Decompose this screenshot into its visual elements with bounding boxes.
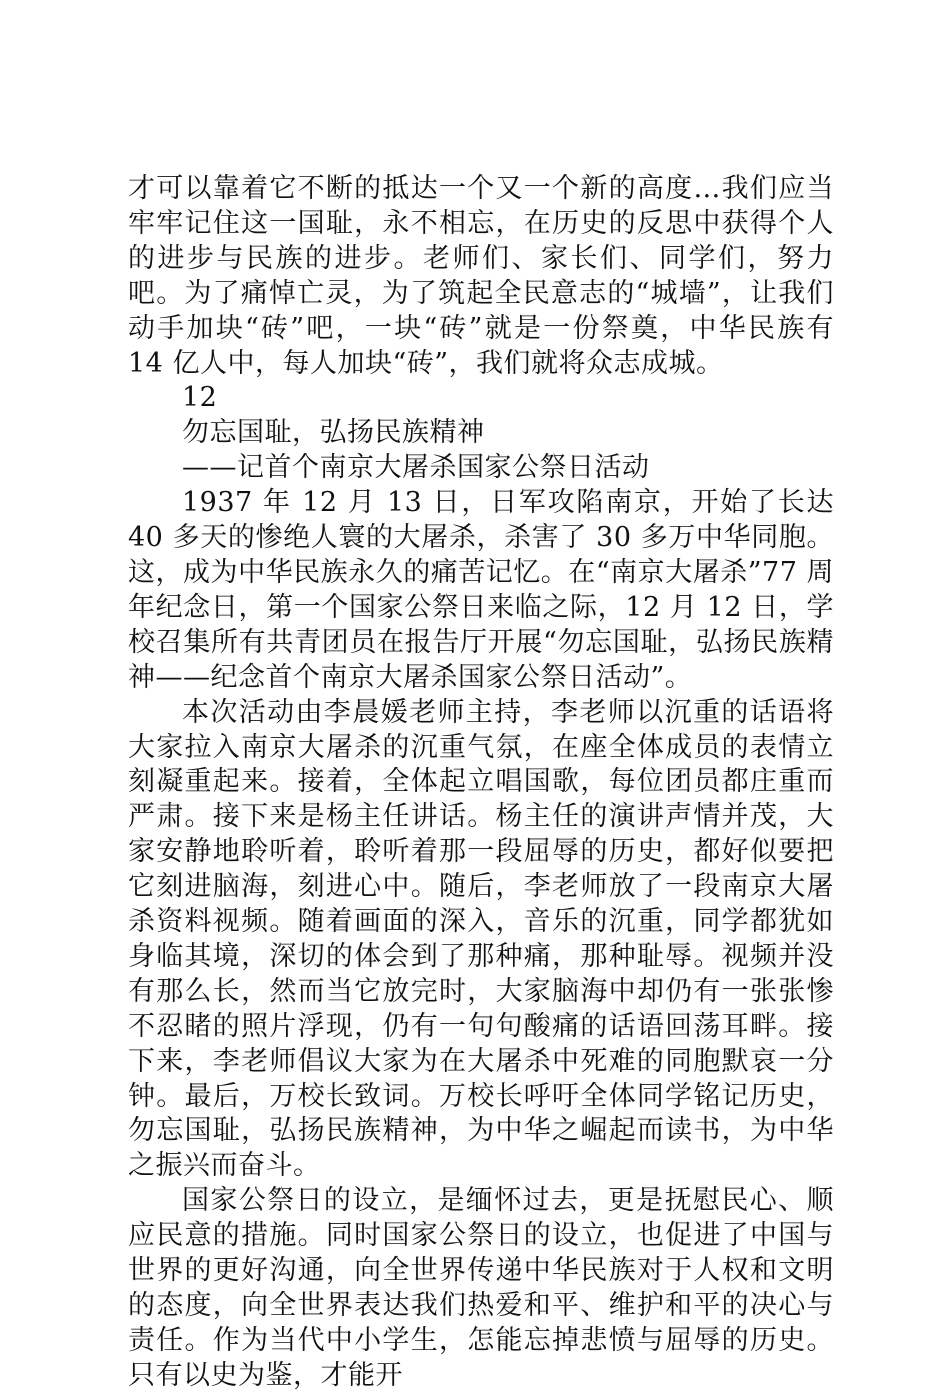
article-subtitle: ——记首个南京大屠杀国家公祭日活动 bbox=[182, 452, 650, 484]
paragraph-activity: 本次活动由李晨媛老师主持，李老师以沉重的话语将大家拉入南京大屠杀的沉重气氛，在座全体成员的表情立刻凝重起来。接着，全体起立唱国歌，每位团员都庄重而严肃。接下来是杨主任讲话。杨主任的演讲声情并茂，大家安静地聆听着，聆听着那一段屈辱的历史，都好似要把它刻进脑海，刻进心中。随后，李老师放了一段南京大屠杀资料视频。随着画面的深入，音乐的沉重，同学都犹如身临其境，深切的体会到了那种痛，那种耻辱。视频并没有那么长，然而当它放完时，大家脑海中却仍有一张张惨不忍睹的照片浮现，仍有一句句酸痛的话语回荡耳畔。接下来，李老师倡议大家为在大屠杀中死难的同胞默哀一分钟。最后，万校长致词。万校长呼吁全体同学铭记历史，勿忘国耻，弘扬民族精神，为中华之崛起而读书，为中华之振兴而奋斗。 bbox=[128, 696, 834, 1182]
paragraph-continuation: 才可以靠着它不断的抵达一个又一个新的高度…我们应当牢牢记住这一国耻，永不相忘，在历史的反思中获得个人的进步与民族的进步。老师们、家长们、同学们，努力吧。为了痛悼亡灵，为了筑起全民意志的“城墙”，让我们动手加块“砖”吧，一块“砖”就是一份祭奠，中华民族有 14 亿人中，每人加块“砖”，我们就将众志成城。 bbox=[128, 173, 834, 379]
paragraph-significance: 国家公祭日的设立，是缅怀过去，更是抚慰民心、顺应民意的措施。同时国家公祭日的设立，也促进了中国与世界的更好沟通，向全世界传递中华民族对于人权和文明的态度，向全世界表达我们热爱和平、维护和平的决心与责任。作为当代中小学生，怎能忘掉悲愤与屈辱的历史。只有以史为鉴，才能开 bbox=[128, 1185, 834, 1391]
paragraph-intro: 1937 年 12 月 13 日，日军攻陷南京，开始了长达 40 多天的惨绝人寰的大屠杀，杀害了 30 多万中华同胞。这，成为中华民族永久的痛苦记忆。在“南京大屠杀”77 周年纪念日，第一个国家公祭日来临之际，12 月 12 日，学校召集所有共青团员在报告厅开展“勿忘国耻，弘扬民族精神——纪念首个南京大屠杀国家公祭日活动”。 bbox=[128, 487, 834, 693]
document-body bbox=[128, 172, 834, 1394]
section-number: 12 bbox=[182, 382, 218, 414]
article-title: 勿忘国耻，弘扬民族精神 bbox=[182, 417, 485, 449]
